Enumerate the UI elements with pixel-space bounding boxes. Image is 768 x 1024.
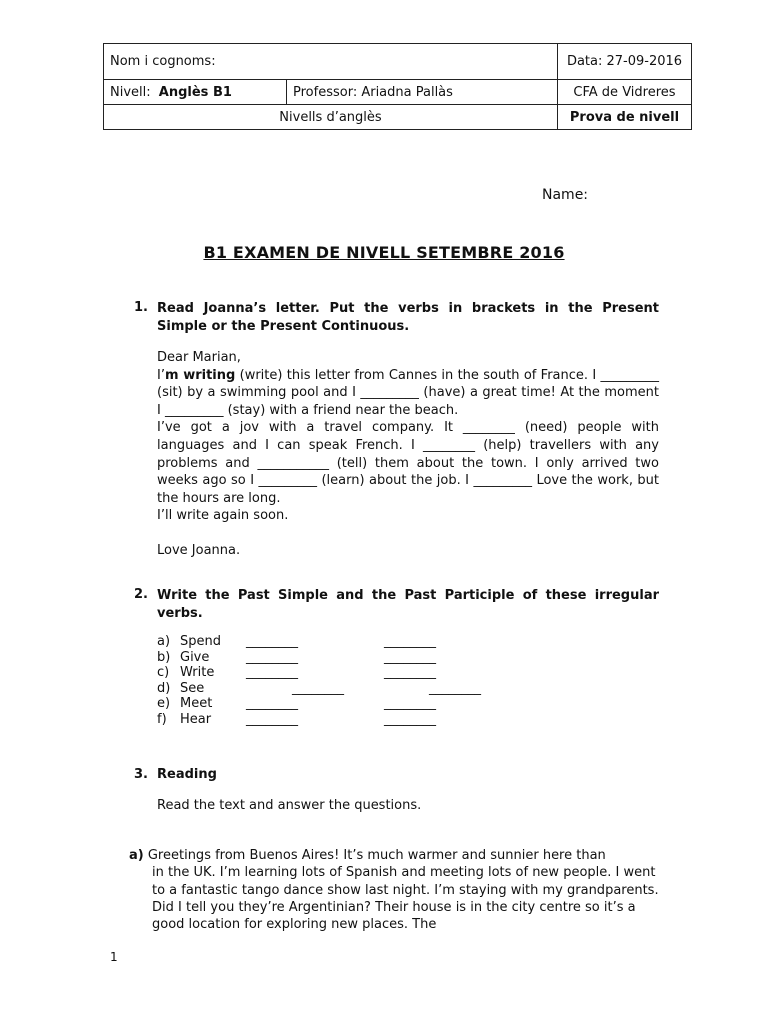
q3-number: 3. (134, 767, 148, 782)
letter-greeting: Dear Marian, (157, 350, 241, 365)
past-participle-blank[interactable]: ________ (429, 680, 481, 696)
q1-number: 1. (134, 300, 148, 315)
past-simple-blank[interactable]: ________ (292, 680, 344, 696)
student-name-label: Name: (542, 187, 589, 203)
reading-a-first-line: Greetings from Buenos Aires! It’s much warmer and sunnier here than (147, 848, 606, 863)
past-participle-blank[interactable]: ________ (384, 665, 436, 681)
date-cell: Data: 27-09-2016 (558, 44, 692, 80)
level-label: Nivell: (110, 84, 151, 100)
q2-text: Write the Past Simple and the Past Participle of these irregular verbs. (157, 588, 659, 621)
reading-text-a (129, 847, 669, 933)
letter-paragraph-1: I’m writing (write) this letter from Cannes in the south of France. I _________ (sit) by a swimming pool and I _________ (have) a great time! At the moment I _________ (stay) with a friend near the beach. (157, 367, 659, 418)
q1-text: Read Joanna’s letter. Put the verbs in brackets in the Present Simple or the Present Continuous. (157, 301, 659, 334)
past-participle-blank[interactable]: ________ (384, 634, 436, 649)
q3-instruction: Read the text and answer the questions. (157, 798, 422, 813)
reading-a-label: a) (129, 848, 144, 863)
q2-number: 2. (134, 587, 148, 602)
header-table (103, 43, 692, 130)
school-cell: CFA de Vidreres (558, 80, 692, 105)
exam-title: B1 EXAMEN DE NIVELL SETEMBRE 2016 (203, 243, 565, 262)
past-simple-blank[interactable]: ________ (246, 711, 298, 727)
subject-cell: Nivells d’anglès (104, 105, 558, 130)
q1-letter (157, 349, 659, 560)
past-simple-blank[interactable]: ________ (246, 649, 298, 665)
letter-paragraph-2: I’ve got a jov with a travel company. It ________ (need) people with languages and I can speak French. I ________ (help) travellers with any problems and ___________ (tell) them about the town. I only arrived two weeks ago so I _________ (learn) about the job. I _________ Love the work, but the hours are long. (157, 420, 659, 506)
q3-title: Reading (157, 767, 217, 782)
past-participle-blank[interactable]: ________ (384, 696, 436, 712)
teacher-cell: Professor: Ariadna Pallàs (287, 80, 558, 105)
level-value: Anglès B1 (158, 84, 232, 100)
letter-closing: Love Joanna. (157, 542, 241, 558)
level-cell (104, 80, 287, 105)
past-simple-blank[interactable]: ________ (246, 665, 298, 681)
exam-page: Nom i cognoms: Data: 27-09-2016 Nivell: Anglès B1 Professor: Ariadna Pallàs CFA de Vidreres Nivells d’anglès Prova de nivell Name: B1 EXAMEN DE NIVELL SETEMBRE 2016 1. Read Joanna’s letter. Put the verbs in brackets in the Present Simple or the Present Continuous. Dear Marian, I’m writing (write) this letter from Cannes in the south of France. I _________ (sit) by a swimming pool and I _________ (have) a great time! At the moment I _________ (stay) with a friend near the beach. I’ve got a jov with a travel company. It ________ (need) people with languages and I can speak French. I ________ (help) travellers with any problems and ___________ (tell) them about the town. I only arrived two weeks ago so I _________ (learn) about the job. I _________ Love the work, but the hours are long. I’ll write again soon. Love Joanna. 2. Write the Past Simple and the Past Participle of these irregular verbs. a) Spend ________ ________ b) Give ________ ________ c) Write ________ ________ d) See ________ ________ e) Meet ________ ________ f) Hear ________ ________ 3. Reading Read the text and answer the questions. a) Greetings from Buenos Aires! It’s much warmer and sunnier here than in the UK. I’m learning lots of Spanish and meeting lots of new people. I went to a fantastic tango dance show last night. I’m staying with my grandparents. Did I tell you they’re Argentinian? Their house is in the city centre so it’s a good location for exploring new places. The 1 (0, 0, 768, 1024)
past-simple-blank[interactable]: ________ (246, 696, 298, 712)
past-participle-blank[interactable]: ________ (384, 711, 436, 727)
name-cell: Nom i cognoms: (104, 44, 558, 80)
reading-a-body: in the UK. I’m learning lots of Spanish and meeting lots of new people. I went to a fantastic tango dance show last night. I’m staying with my grandparents. Did I tell you they’re Argentinian? Their house is in the city centre so it’s a good location for exploring new places. The (152, 865, 659, 933)
letter-paragraph-3: I’ll write again soon. (157, 508, 289, 524)
past-participle-blank[interactable]: ________ (384, 649, 436, 665)
page-number: 1 (110, 950, 118, 964)
past-simple-blank[interactable]: ________ (246, 634, 298, 649)
test-type-cell: Prova de nivell (558, 105, 692, 130)
